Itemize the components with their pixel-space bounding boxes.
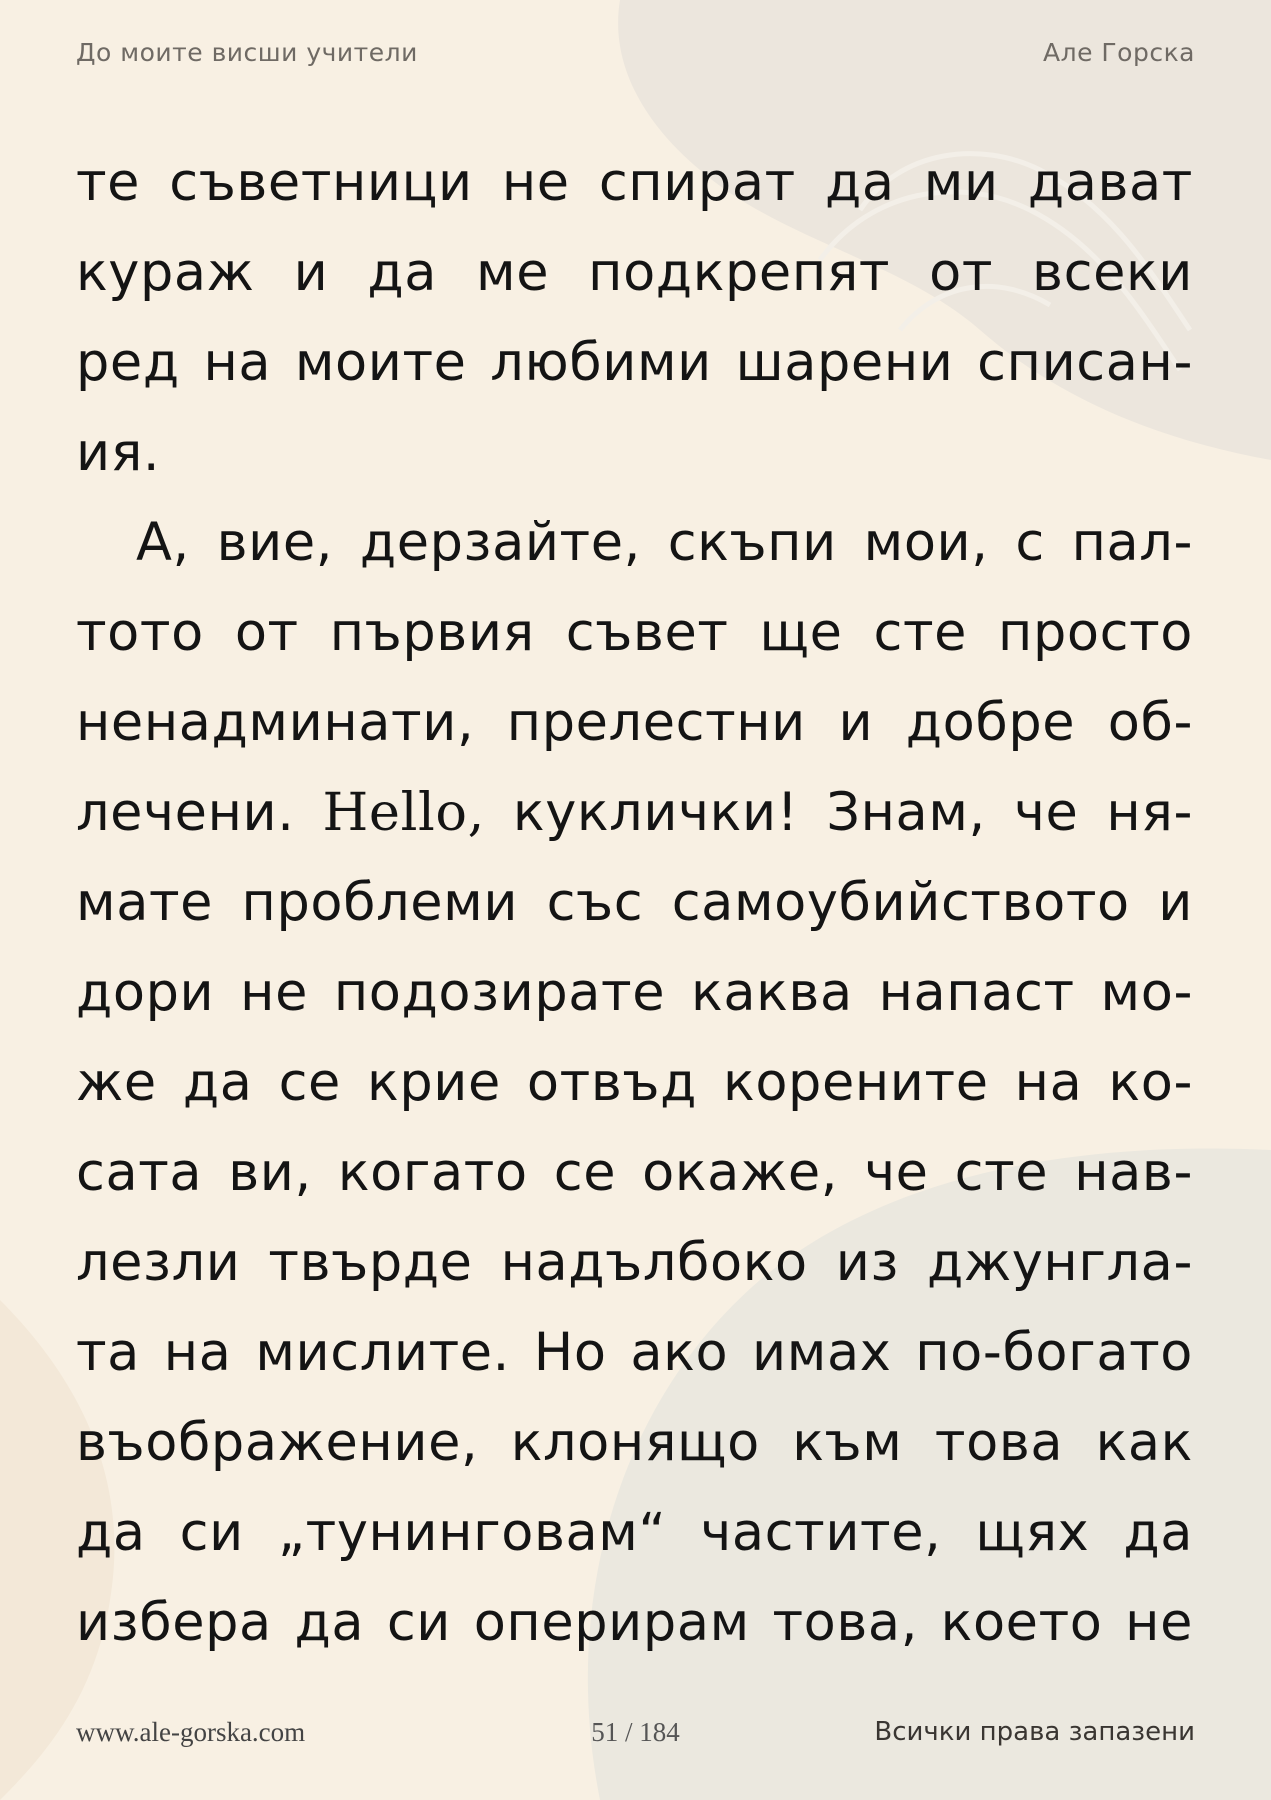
text-line: въображение, клонящо към това как [76,1412,1193,1473]
text-line: А, вие, дерзайте, скъпи мои, с пал- [136,512,1193,573]
text-line: дори не подозирате каква напаст мо- [76,962,1193,1023]
text-line: тото от първия съвет ще сте просто [76,602,1193,663]
text-line: сата ви, когато се окаже, че сте нав- [76,1142,1193,1203]
author-name: Але Горска [1043,37,1195,67]
text-line: же да се крие отвъд корените на ко- [76,1052,1193,1113]
text-line: та на мислите. Но ако имах по-богато [76,1322,1193,1383]
text-line: да си „тунинговам“ частите, щях да [76,1502,1193,1563]
text-line: те съветници не спират да ми дават [76,152,1193,213]
page-footer [76,1712,1195,1752]
page-header [76,36,1195,68]
text-line: лезли твърде надълбоко из джунгла- [76,1232,1193,1293]
body-text [76,138,1193,1668]
text-line: ред на моите любими шарени списан- [76,332,1193,393]
text-line: ия. [76,422,161,483]
copyright-notice: Всички права запазени [874,1717,1195,1747]
text-line: мате проблеми със самоубийството и [76,872,1193,933]
text-line: избера да си оперирам това, което не [76,1592,1193,1653]
page-number: 51 / 184 [591,1716,680,1747]
text-line [76,768,1193,858]
website-url[interactable]: www.ale-gorska.com [76,1716,306,1747]
text-line: ненадминати, прелестни и добре об- [76,692,1193,753]
text-segment: куклички! Знам, че ня- [484,782,1193,843]
serif-word: Hello, [322,782,485,843]
text-line: кураж и да ме подкрепят от всеки [76,242,1193,303]
text-segment: лечени. [76,782,323,843]
book-title: До моите висши учители [76,37,418,67]
